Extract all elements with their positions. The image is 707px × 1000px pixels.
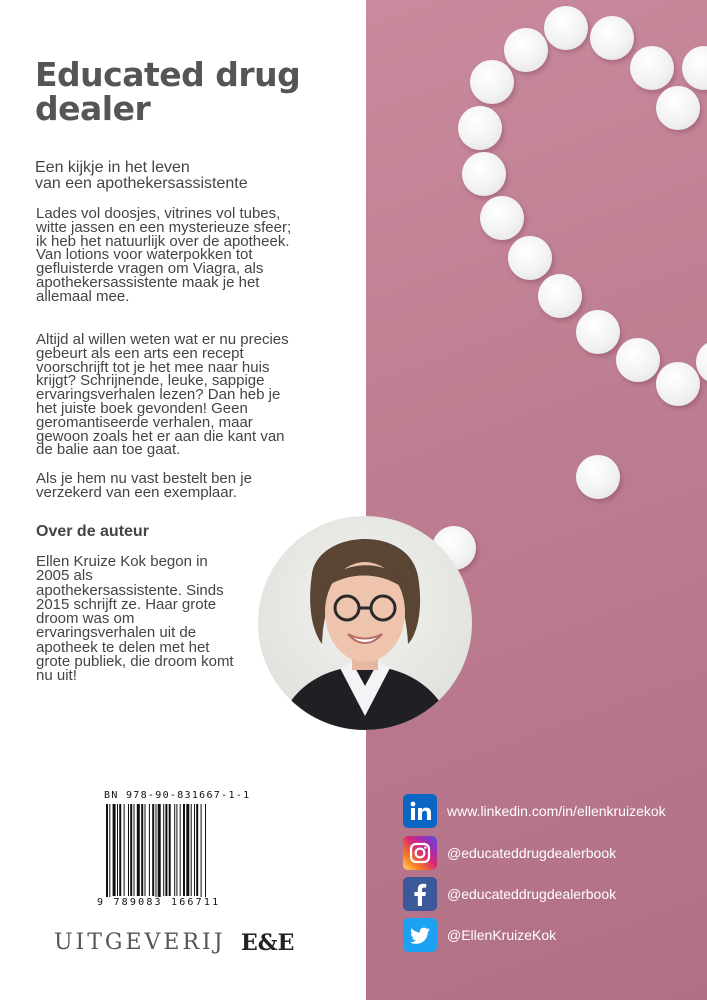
twitter-icon bbox=[403, 918, 437, 952]
pill bbox=[576, 455, 620, 499]
pill bbox=[682, 46, 707, 90]
pill bbox=[544, 6, 588, 50]
linkedin-icon bbox=[403, 794, 437, 828]
barcode-bar bbox=[124, 804, 125, 896]
blurb-paragraph-2: Altijd al willen weten wat er nu precies gebeurt als een arts een recept voorschrijft tot je het mee naar huis krijgt? Schrijnende, leuke, sappige ervaringsverhalen lezen? Dan heb je het juiste boek gevonden! Geen geromantiseerde verhalen, maar gewoon zoals het er aan die kant van de balie aan toe gaat. bbox=[36, 331, 289, 459]
blurb-paragraph-3: Als je hem nu vast bestelt ben je verzekerd van een exemplaar. bbox=[36, 470, 252, 501]
barcode-bar bbox=[117, 804, 118, 896]
barcode bbox=[96, 788, 256, 912]
publisher-logo: E&E bbox=[241, 930, 295, 956]
subtitle-line: van een apothekersassistente bbox=[35, 175, 248, 192]
pill bbox=[576, 310, 620, 354]
barcode-bar bbox=[205, 804, 206, 904]
barcode-bar bbox=[149, 804, 150, 896]
barcode-bar bbox=[134, 804, 135, 896]
pill bbox=[504, 28, 548, 72]
barcode-bar bbox=[183, 804, 185, 896]
pill bbox=[630, 46, 674, 90]
blurb-paragraph-1: Lades vol doosjes, vitrines vol tubes, witte jassen en een mysterieuze sfeer; ik heb het natuurlijk over de apotheek. Van lotions voor waterpokken tot gefluisterde vragen om Viagra, als apothekersassistente maak je het allemaal mee. bbox=[36, 205, 292, 305]
author-portrait-illustration bbox=[258, 516, 472, 730]
barcode-number: 9 789083 166711 bbox=[97, 897, 221, 908]
twitter-handle[interactable]: @EllenKruizeKok bbox=[447, 927, 557, 943]
social-facebook[interactable] bbox=[403, 877, 703, 911]
barcode-bar bbox=[191, 804, 192, 896]
barcode-bar bbox=[106, 804, 108, 904]
barcode-bar bbox=[163, 804, 164, 896]
social-twitter[interactable] bbox=[403, 918, 703, 952]
author-heading: Over de auteur bbox=[36, 523, 149, 540]
barcode-bar bbox=[194, 804, 195, 896]
social-instagram[interactable] bbox=[403, 836, 703, 870]
barcode-bar bbox=[180, 804, 181, 896]
barcode-bar bbox=[145, 804, 146, 896]
publisher-name: UITGEVERIJ bbox=[54, 930, 226, 955]
isbn-label: BN 978-90-831667-1-1 bbox=[104, 790, 251, 801]
pill bbox=[616, 338, 660, 382]
pill bbox=[508, 236, 552, 280]
pill bbox=[538, 274, 582, 318]
book-subtitle bbox=[35, 160, 335, 192]
barcode-bar bbox=[156, 804, 157, 904]
pill bbox=[656, 362, 700, 406]
instagram-icon bbox=[403, 836, 437, 870]
barcode-bar bbox=[201, 804, 202, 904]
barcode-bar bbox=[128, 804, 129, 896]
pill bbox=[480, 196, 524, 240]
social-linkedin[interactable] bbox=[403, 794, 703, 828]
barcode-bar bbox=[169, 804, 171, 896]
author-bio: Ellen Kruize Kok begon in 2005 als apothekersassistente. Sinds 2015 schrijft ze. Haar grote droom was om ervaringsverhalen uit de apotheek te delen met het grote publiek, die droom komt nu uit! bbox=[36, 553, 234, 685]
barcode-bar bbox=[141, 804, 143, 896]
author-photo bbox=[258, 516, 472, 730]
barcode-bar bbox=[130, 804, 132, 896]
pill bbox=[656, 86, 700, 130]
pill bbox=[462, 152, 506, 196]
facebook-handle[interactable]: @educateddrugdealerbook bbox=[447, 886, 617, 902]
subtitle-line: Een kijkje in het leven bbox=[35, 159, 190, 176]
barcode-bar bbox=[113, 804, 116, 896]
instagram-handle[interactable]: @educateddrugdealerbook bbox=[447, 845, 617, 861]
barcode-bar bbox=[196, 804, 198, 896]
book-title: Educated drug dealer bbox=[35, 55, 301, 128]
barcode-bar bbox=[119, 804, 121, 896]
pill bbox=[458, 106, 502, 150]
barcode-bar bbox=[174, 804, 175, 896]
barcode-bar bbox=[176, 804, 177, 896]
facebook-icon bbox=[403, 877, 437, 911]
barcode-bar bbox=[109, 804, 110, 904]
barcode-bar bbox=[137, 804, 140, 896]
barcode-bar bbox=[165, 804, 167, 896]
barcode-bar bbox=[158, 804, 161, 904]
pill bbox=[470, 60, 514, 104]
barcode-bar bbox=[152, 804, 154, 896]
linkedin-url[interactable]: www.linkedin.com/in/ellenkruizekok bbox=[447, 803, 666, 819]
pill bbox=[590, 16, 634, 60]
barcode-bar bbox=[186, 804, 189, 896]
